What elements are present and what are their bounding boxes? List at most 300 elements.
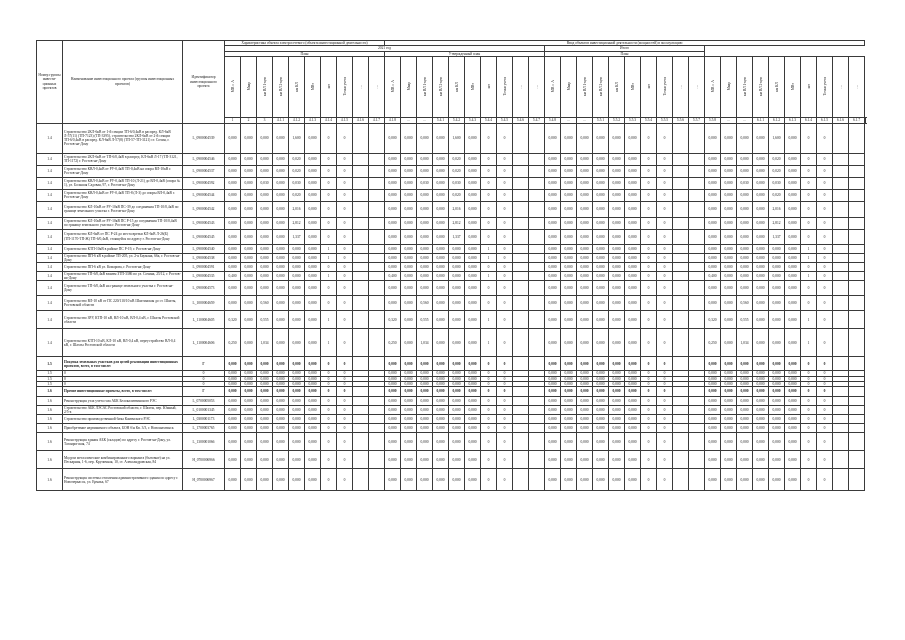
value-cell [673, 165, 689, 177]
value-cell: 0,000 [289, 371, 305, 376]
value-cell: 0 [817, 433, 833, 451]
value-cell: 0,000 [241, 263, 257, 272]
value-cell: 0,000 [257, 387, 273, 397]
value-cell: 0,000 [417, 229, 433, 244]
value-cell: 0 [641, 433, 657, 451]
value-cell: 0,000 [609, 329, 625, 357]
value-cell: 0,000 [545, 376, 561, 381]
unit-label-text: … [678, 84, 683, 89]
value-cell: 0,000 [705, 451, 721, 469]
project-name-cell: Реконструкция здания АБК (складов) по адресу г. Ростов-на-Дону, ул. Таганрогская, 74 [63, 433, 183, 451]
column-number: 5.4.2 [449, 118, 465, 123]
value-cell: 0 [801, 451, 817, 469]
value-cell: 0 [657, 371, 673, 376]
value-cell: 1,337 [289, 229, 305, 244]
value-cell [513, 263, 529, 272]
value-cell: 0,000 [385, 263, 401, 272]
value-cell [369, 451, 385, 469]
value-cell: 0,000 [785, 311, 801, 329]
value-cell: 0 [337, 415, 353, 424]
value-cell: 0 [657, 217, 673, 229]
value-cell: 0,000 [609, 244, 625, 253]
value-cell: 0,000 [561, 244, 577, 253]
value-cell: 0,000 [561, 296, 577, 311]
column-number: 5.5.4 [641, 118, 657, 123]
value-cell: 1,337 [449, 229, 465, 244]
value-cell: 0,000 [241, 433, 257, 451]
value-cell: 0,000 [721, 311, 737, 329]
value-cell: 0 [481, 451, 497, 469]
value-cell: 0 [641, 165, 657, 177]
project-id-cell: 0 [183, 376, 225, 381]
column-number: 2 [241, 118, 257, 123]
value-cell: 0,000 [385, 123, 401, 153]
value-cell: 0,000 [385, 189, 401, 201]
value-cell [353, 272, 369, 281]
value-cell: 1 [321, 329, 337, 357]
value-cell: 0,000 [401, 311, 417, 329]
value-cell [529, 244, 545, 253]
group-number-cell: 1.6 [37, 406, 63, 415]
value-cell: 0,000 [433, 244, 449, 253]
value-cell: 0,000 [417, 123, 433, 153]
unit-label [481, 57, 497, 118]
value-cell: 0 [801, 153, 817, 165]
value-cell [529, 272, 545, 281]
value-cell: 0,000 [625, 153, 641, 165]
value-cell [529, 189, 545, 201]
value-cell: 0,000 [593, 415, 609, 424]
project-name-cell: Строительство ТП-6/0,4кВ на границе земельного участка г. Ростов-на-Дону [63, 281, 183, 296]
value-cell: 0,000 [753, 397, 769, 406]
value-cell: 0,000 [257, 165, 273, 177]
value-cell: 0 [497, 217, 513, 229]
value-cell: 0,000 [577, 329, 593, 357]
value-cell: 0,000 [785, 329, 801, 357]
group-number-cell: 1.6 [37, 397, 63, 406]
value-cell: 0,000 [465, 201, 481, 217]
value-cell: 0,555 [257, 311, 273, 329]
table-row [37, 123, 866, 153]
value-cell: 0,000 [737, 381, 753, 386]
value-cell: 0,000 [593, 153, 609, 165]
value-cell: 0,000 [737, 165, 753, 177]
value-cell: 0 [817, 263, 833, 272]
value-cell: 0,000 [465, 263, 481, 272]
value-cell: 0,000 [705, 433, 721, 451]
value-cell [513, 244, 529, 253]
value-cell: 0 [321, 357, 337, 371]
value-cell: 0,000 [785, 217, 801, 229]
value-cell: 0,000 [609, 406, 625, 415]
project-id-cell: L_0900004535 [183, 272, 225, 281]
value-cell: 0 [801, 371, 817, 376]
value-cell [833, 272, 849, 281]
project-name-cell: Покупка земельных участков для целей реализации инвестиционных проектов, всего, в том числе: [63, 357, 183, 371]
value-cell: 0,000 [433, 272, 449, 281]
value-cell: 0,000 [241, 397, 257, 406]
value-cell: 0,000 [433, 376, 449, 381]
value-cell: 0 [817, 406, 833, 415]
value-cell: 0,000 [577, 415, 593, 424]
value-cell [673, 387, 689, 397]
unit-label-text: км ВЛ 2-цеп [438, 77, 443, 96]
value-cell [529, 451, 545, 469]
value-cell: 0,000 [737, 263, 753, 272]
project-id-cell: L_1100004606 [183, 329, 225, 357]
value-cell: 0,000 [289, 387, 305, 397]
value-cell: 0,000 [593, 229, 609, 244]
value-cell: 0,000 [449, 263, 465, 272]
value-cell: 0,000 [609, 177, 625, 189]
group-number-cell: 1.5 [37, 371, 63, 376]
column-number: 4.1.7 [369, 118, 385, 123]
project-id-cell: L_0900004546 [183, 153, 225, 165]
value-cell: 0,000 [449, 272, 465, 281]
value-cell: 0,000 [225, 406, 241, 415]
value-cell: 0,000 [465, 415, 481, 424]
value-cell: 0 [321, 217, 337, 229]
header-total: Итого [545, 46, 705, 51]
value-cell: 0 [801, 123, 817, 153]
value-cell: 0,000 [561, 272, 577, 281]
unit-label [673, 57, 689, 118]
value-cell [849, 165, 865, 177]
value-cell: 0,000 [721, 451, 737, 469]
column-number: 6.1.7 [849, 118, 865, 123]
value-cell [849, 153, 865, 165]
value-cell [689, 296, 705, 311]
value-cell: 0 [337, 201, 353, 217]
value-cell: 0,000 [561, 329, 577, 357]
value-cell: 0,000 [545, 451, 561, 469]
value-cell: 0,000 [433, 165, 449, 177]
value-cell: 0,000 [753, 263, 769, 272]
value-cell: 0,000 [625, 357, 641, 371]
value-cell: 0,000 [417, 451, 433, 469]
value-cell: 0,000 [241, 244, 257, 253]
project-name-cell: Строительство КВЛ-0,4кВ от РУ-0,4кВ ТП-0,4кВ на опора ВЛ-10кВ г. Ростов-на-Дону [63, 165, 183, 177]
value-cell: 0,000 [769, 381, 785, 386]
value-cell: 0,020 [289, 189, 305, 201]
value-cell: 0 [817, 381, 833, 386]
unit-label-text: км ВЛ 2-цеп [278, 77, 283, 96]
value-cell: 0,000 [273, 406, 289, 415]
value-cell: 0,000 [401, 357, 417, 371]
value-cell: 0,000 [721, 229, 737, 244]
value-cell [513, 253, 529, 262]
value-cell: 0,000 [737, 451, 753, 469]
value-cell: 0,000 [305, 424, 321, 433]
value-cell [689, 311, 705, 329]
value-cell: 0,000 [225, 263, 241, 272]
value-cell: 0,000 [577, 451, 593, 469]
value-cell [689, 177, 705, 189]
value-cell: 0,000 [305, 153, 321, 165]
value-cell: 0,000 [609, 415, 625, 424]
value-cell: 0,000 [545, 123, 561, 153]
value-cell: 0,000 [241, 311, 257, 329]
value-cell: 0 [337, 371, 353, 376]
value-cell: 0,000 [545, 381, 561, 386]
value-cell [689, 229, 705, 244]
value-cell: 0,000 [737, 153, 753, 165]
value-cell: 0 [641, 381, 657, 386]
value-cell: 0,000 [625, 217, 641, 229]
value-cell: 0,000 [593, 272, 609, 281]
value-cell: 0,000 [721, 424, 737, 433]
value-cell: 0,000 [593, 433, 609, 451]
value-cell: 0,000 [433, 381, 449, 386]
value-cell: 0,000 [737, 272, 753, 281]
value-cell: 0,000 [593, 296, 609, 311]
value-cell: 0,000 [785, 281, 801, 296]
unit-label [305, 57, 321, 118]
value-cell: 0,000 [465, 217, 481, 229]
value-cell [849, 281, 865, 296]
value-cell: 0,000 [753, 415, 769, 424]
value-cell: 0,000 [417, 433, 433, 451]
value-cell [369, 357, 385, 371]
unit-label-text: МВ×А [390, 80, 395, 93]
table-row [37, 424, 866, 433]
value-cell: 0,000 [225, 387, 241, 397]
header-year-2021: 2021 год [225, 46, 545, 51]
value-cell: 0,000 [609, 253, 625, 262]
value-cell: 0,000 [241, 253, 257, 262]
value-cell: 0,000 [465, 311, 481, 329]
value-cell: 0,000 [561, 433, 577, 451]
group-number-cell: 1.4 [37, 229, 63, 244]
value-cell: 0,000 [257, 123, 273, 153]
value-cell: 0 [337, 244, 353, 253]
value-cell: 0 [481, 397, 497, 406]
value-cell: 0,020 [449, 189, 465, 201]
value-cell [673, 415, 689, 424]
column-number: … [577, 118, 593, 123]
value-cell: 0,000 [753, 165, 769, 177]
value-cell [353, 451, 369, 469]
value-cell: 0,000 [449, 397, 465, 406]
value-cell [529, 397, 545, 406]
group-number-cell: 1.4 [37, 123, 63, 153]
value-cell: 0,000 [257, 217, 273, 229]
value-cell: 0,000 [225, 217, 241, 229]
value-cell: 0,000 [465, 451, 481, 469]
group-number-cell: 1.6 [37, 415, 63, 424]
value-cell: 0,000 [401, 263, 417, 272]
value-cell: 0,000 [769, 433, 785, 451]
value-cell: 0 [497, 281, 513, 296]
value-cell: 0,000 [449, 415, 465, 424]
value-cell: 0,000 [545, 189, 561, 201]
value-cell: 0,000 [785, 244, 801, 253]
value-cell: 0,320 [385, 311, 401, 329]
value-cell [689, 357, 705, 371]
value-cell: 1 [801, 311, 817, 329]
unit-label-text: МВт [790, 82, 795, 91]
value-cell: 0,030 [449, 177, 465, 189]
value-cell: 0,000 [737, 201, 753, 217]
value-cell: 0,000 [785, 272, 801, 281]
value-cell: 1,600 [769, 123, 785, 153]
value-cell: 0,000 [433, 406, 449, 415]
value-cell: 0,000 [785, 123, 801, 153]
value-cell: 0,000 [737, 244, 753, 253]
value-cell: 0,000 [593, 165, 609, 177]
value-cell: 0,000 [273, 397, 289, 406]
value-cell: 0,000 [737, 189, 753, 201]
value-cell: 0,000 [561, 229, 577, 244]
value-cell: 0,000 [225, 201, 241, 217]
value-cell: 0,020 [449, 153, 465, 165]
value-cell: 0 [657, 311, 673, 329]
project-id-cell: L_0900004538 [183, 253, 225, 262]
project-name-cell: Прочие инвестиционные проекты, всего, в том числе: [63, 387, 183, 397]
value-cell: 2,016 [289, 201, 305, 217]
value-cell [673, 153, 689, 165]
value-cell [673, 189, 689, 201]
investment-program-table [36, 40, 866, 491]
value-cell [673, 253, 689, 262]
value-cell: 0,000 [753, 357, 769, 371]
value-cell: 0,000 [785, 253, 801, 262]
value-cell: 0,000 [273, 433, 289, 451]
value-cell [529, 229, 545, 244]
value-cell: 0,000 [721, 376, 737, 381]
value-cell: 0,000 [721, 153, 737, 165]
value-cell: 0,000 [257, 371, 273, 376]
value-cell: 0 [497, 189, 513, 201]
value-cell: 0,000 [385, 451, 401, 469]
table-row [37, 469, 866, 491]
value-cell: 0,000 [241, 229, 257, 244]
project-id-cell: L_1100004605 [183, 311, 225, 329]
value-cell [529, 123, 545, 153]
value-cell: 0,000 [785, 406, 801, 415]
value-cell: 0,000 [417, 281, 433, 296]
value-cell [833, 229, 849, 244]
value-cell: 0,000 [241, 123, 257, 153]
value-cell [833, 415, 849, 424]
value-cell: 0,560 [417, 296, 433, 311]
value-cell: 0,000 [625, 272, 641, 281]
value-cell: 0,000 [577, 406, 593, 415]
value-cell: 0,000 [385, 433, 401, 451]
value-cell [529, 165, 545, 177]
value-cell: 0,000 [305, 397, 321, 406]
value-cell: 0,020 [289, 165, 305, 177]
value-cell [833, 165, 849, 177]
value-cell: 0,000 [545, 272, 561, 281]
value-cell: 0,000 [401, 296, 417, 311]
value-cell [369, 263, 385, 272]
value-cell: 0,000 [273, 189, 289, 201]
unit-label [465, 57, 481, 118]
value-cell: 0,000 [273, 296, 289, 311]
value-cell: 0 [337, 165, 353, 177]
value-cell: 0 [481, 123, 497, 153]
value-cell: 0 [817, 296, 833, 311]
value-cell: 0 [337, 469, 353, 491]
value-cell [833, 253, 849, 262]
value-cell: 0 [641, 272, 657, 281]
value-cell [369, 424, 385, 433]
value-cell: 0,000 [545, 253, 561, 262]
value-cell: 0 [817, 123, 833, 153]
value-cell: 0,000 [305, 281, 321, 296]
value-cell: 0 [817, 153, 833, 165]
value-cell: 1 [321, 253, 337, 262]
unit-label [241, 57, 257, 118]
value-cell: 0 [337, 177, 353, 189]
value-cell [369, 201, 385, 217]
value-cell: 0,000 [577, 217, 593, 229]
value-cell [353, 201, 369, 217]
header-project-name: Наименование инвестиционного проекта (группы инвестиционных проектов) [63, 41, 183, 124]
unit-label-text: Точки учета [822, 77, 827, 96]
value-cell: 0,000 [577, 153, 593, 165]
value-cell: 0 [657, 433, 673, 451]
unit-label [369, 57, 385, 118]
value-cell: 0,000 [257, 381, 273, 386]
column-number: … [721, 118, 737, 123]
unit-label [817, 57, 833, 118]
group-number-cell: 1.5 [37, 376, 63, 381]
value-cell: 1 [481, 272, 497, 281]
value-cell: 0,000 [417, 201, 433, 217]
value-cell [513, 415, 529, 424]
project-id-cell: L_0300001173 [183, 415, 225, 424]
value-cell: 0,000 [561, 376, 577, 381]
value-cell: 0,000 [241, 153, 257, 165]
value-cell: 0,000 [721, 217, 737, 229]
value-cell: 0,000 [545, 153, 561, 165]
value-cell [353, 415, 369, 424]
value-cell: 0,000 [753, 381, 769, 386]
unit-label-text: … [534, 84, 539, 89]
value-cell: 0 [817, 272, 833, 281]
value-cell: 0,000 [577, 381, 593, 386]
value-cell: 0,000 [401, 244, 417, 253]
value-cell: 0,000 [561, 153, 577, 165]
value-cell: 0,000 [257, 406, 273, 415]
value-cell: 0,000 [289, 415, 305, 424]
value-cell: 0 [337, 387, 353, 397]
value-cell: 0,000 [609, 387, 625, 397]
value-cell: 0 [481, 263, 497, 272]
value-cell: 0,000 [625, 229, 641, 244]
value-cell [513, 433, 529, 451]
value-cell: 0,000 [385, 281, 401, 296]
unit-label-text: шт [486, 84, 491, 89]
value-cell: 0,000 [401, 469, 417, 491]
project-name-cell: Приобретение недвижимого объекта, БОН б/н Кв. 3/3, г. Новошахтинск [63, 424, 183, 433]
value-cell: 0,000 [417, 406, 433, 415]
project-id-cell: L_0700005053 [183, 397, 225, 406]
project-id-cell: L_0900004591 [183, 263, 225, 272]
unit-label-text: Точки учета [662, 77, 667, 96]
value-cell: 0,000 [609, 217, 625, 229]
value-cell: 0,000 [577, 123, 593, 153]
value-cell: 0,000 [753, 329, 769, 357]
unit-label [529, 57, 545, 118]
value-cell: 0,000 [465, 177, 481, 189]
value-cell [353, 229, 369, 244]
column-number: 5.5.8 [705, 118, 721, 123]
value-cell: 0 [641, 153, 657, 165]
column-number: … [417, 118, 433, 123]
